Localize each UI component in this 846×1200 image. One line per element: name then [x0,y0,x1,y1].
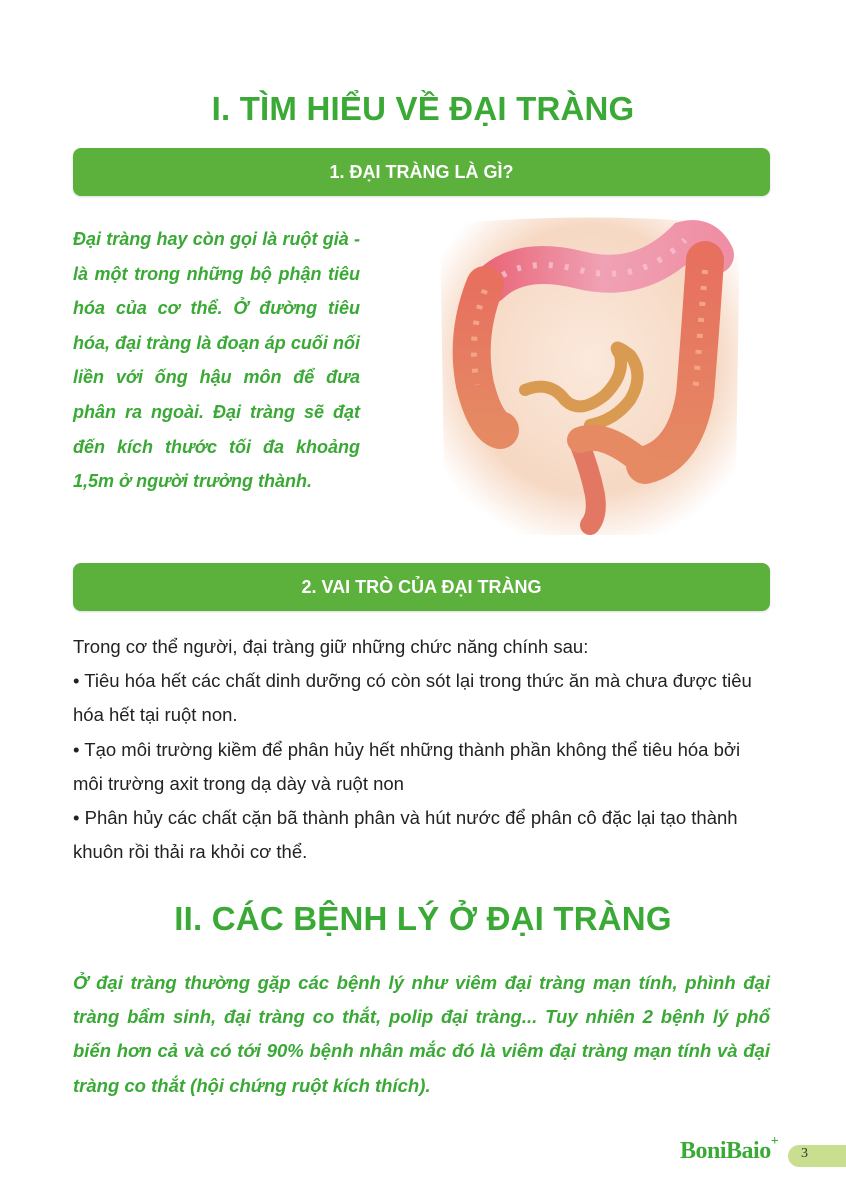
section-title-2: II. CÁC BỆNH LÝ Ở ĐẠI TRÀNG [174,900,672,937]
roles-text [73,630,773,869]
brand-name: BoniBaio [680,1138,771,1164]
brand-logo [680,1134,779,1165]
brand-plus: + [770,1134,779,1149]
roles-lead: Trong cơ thể người, đại tràng giữ những chức năng chính sau: [73,636,589,657]
page-number: 3 [801,1146,808,1161]
section-title-1: I. TÌM HIỂU VỀ ĐẠI TRÀNG [211,90,635,127]
subsection-title-1: 1. ĐẠI TRÀNG LÀ GÌ? [329,161,514,182]
intro-paragraph: Đại tràng hay còn gọi là ruột già - là một trong những bộ phận tiêu hóa của cơ thể. Ở đường tiêu hóa, đại tràng là đoạn áp cuối nối liền với ống hậu môn để đưa phân ra ngoài. Đại tràng sẽ đạt đến kích thước tối đa khoảng 1,5m ở người trưởng thành. [73,229,360,492]
roles-item: • Tiêu hóa hết các chất dinh dưỡng có còn sót lại trong thức ăn mà chưa được tiêu hóa hết tại ruột non. [73,670,752,726]
roles-item: • Tạo môi trường kiềm để phân hủy hết những thành phần không thể tiêu hóa bởi môi trường axit trong dạ dày và ruột non [73,738,741,794]
colon-illustration [430,215,750,540]
subsection-title-2: 2. VAI TRÒ CỦA ĐẠI TRÀNG [301,576,542,597]
diseases-paragraph: Ở đại tràng thường gặp các bệnh lý như viêm đại tràng mạn tính, phình đại tràng bẩm sinh, đại tràng co thắt, polip đại tràng... Tuy nhiên 2 bệnh lý phổ biến hơn cả và có tới 90% bệnh nhân mắc đó là viêm đại tràng mạn tính và đại tràng co thắt (hội chứng ruột kích thích). [73,972,770,1096]
subsection-banner-2 [73,563,770,611]
subsection-banner-1 [73,148,770,196]
page-number-pill [788,1145,846,1167]
roles-item: • Phân hủy các chất cặn bã thành phân và hút nước để phân cô đặc lại tạo thành khuôn rồi thải ra khỏi cơ thể. [73,807,738,863]
